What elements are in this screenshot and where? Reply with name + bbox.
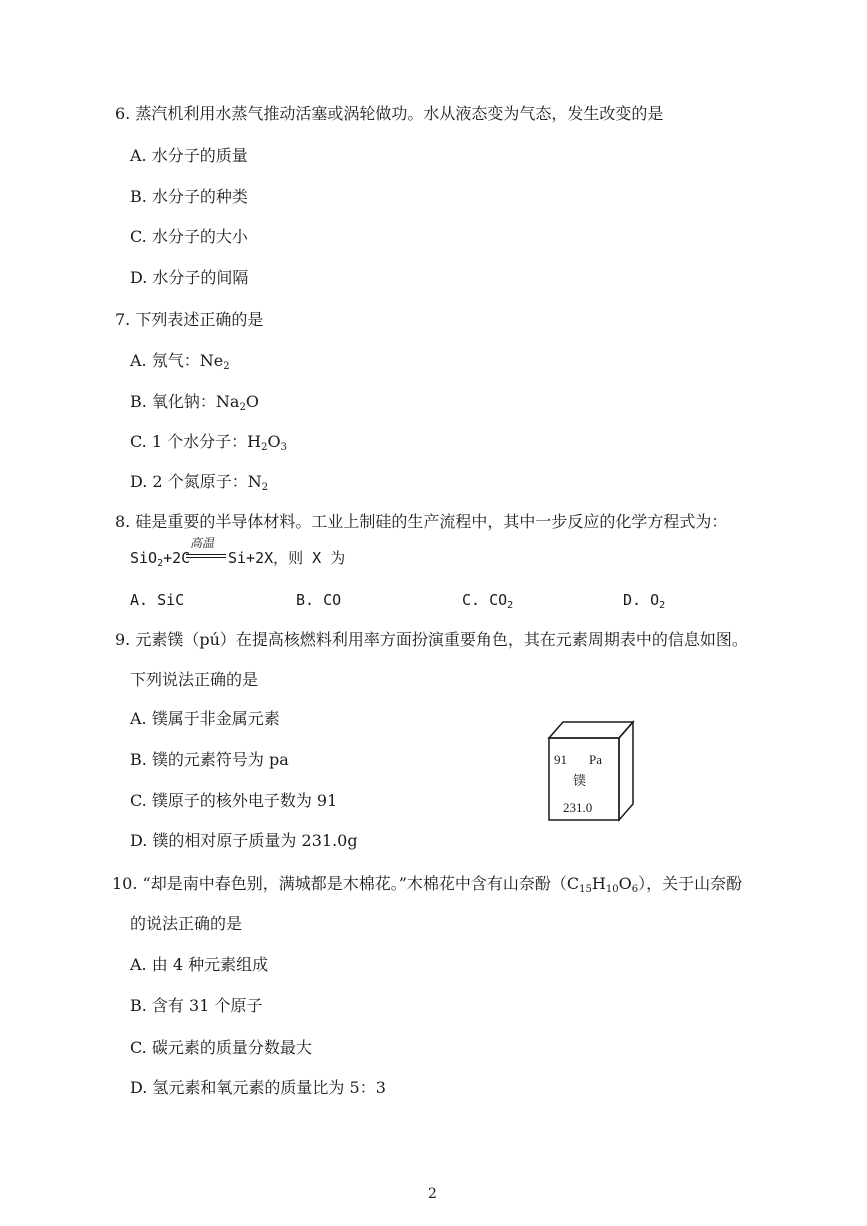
q8-option-a: A. SiC	[130, 591, 185, 609]
q10-option-a: A. 由 4 种元素组成	[130, 955, 269, 974]
q9-option-a: A. 镤属于非金属元素	[130, 709, 280, 728]
q7-option-d: D. 2 个氮原子：$N_2$	[130, 472, 269, 493]
q6-option-b: B. 水分子的种类	[130, 187, 248, 206]
q6-option-d: D. 水分子的间隔	[130, 268, 249, 287]
q8-option-c: C. $CO_2$	[462, 591, 514, 611]
q8-equals-bar-bottom	[186, 557, 226, 558]
q9-option-c: C. 镤原子的核外电子数为 91	[130, 791, 338, 810]
q8-option-b: B. CO	[296, 591, 342, 609]
q9-option-b: B. 镤的元素符号为 pa	[130, 750, 289, 769]
q10-stem: 10. “却是南中春色别，满城都是木棉花。”木棉花中含有山奈酚$(C_{15}H_{10}O_6)$，关于山奈酚	[112, 874, 743, 895]
q10-stem-line2: 的说法正确的是	[130, 914, 243, 933]
q8-option-d: D. $O_2$	[623, 591, 666, 611]
q10-option-c: C. 碳元素的质量分数最大	[130, 1038, 312, 1057]
tile-symbol: Pa	[589, 752, 602, 767]
q7-option-b: B. 氧化钠：$Na_2O$	[130, 392, 259, 413]
q7-option-a: A. 氖气：$Ne_2$	[130, 351, 230, 372]
q7-option-c: C. 1 个水分子：$H_2O_3$	[130, 432, 287, 453]
page-number: 2	[428, 1186, 437, 1202]
q8-stem: 8. 硅是重要的半导体材料。工业上制硅的生产流程中，其中一步反应的化学方程式为：	[115, 512, 728, 531]
tile-atomic-number: 91	[554, 752, 567, 767]
periodic-tile-box-icon	[545, 718, 635, 824]
q10-option-b: B. 含有 31 个原子	[130, 996, 263, 1015]
q8-equals-bar-top	[186, 554, 226, 555]
q6-option-a: A. 水分子的质量	[130, 146, 248, 165]
q9-option-d: D. 镤的相对原子质量为 231.0g	[130, 831, 358, 850]
q8-equation-right: Si+2X，则 X 为	[228, 549, 346, 567]
q7-stem: 7. 下列表述正确的是	[115, 310, 264, 329]
periodic-tile	[545, 718, 635, 828]
tile-name: 镤	[573, 774, 587, 789]
q9-stem: 9. 元素镤（pú）在提高核燃料利用率方面扮演重要角色，其在元素周期表中的信息如图。	[115, 630, 748, 649]
q6-stem: 6. 蒸汽机利用水蒸气推动活塞或涡轮做功。水从液态变为气态，发生改变的是	[115, 104, 664, 123]
q8-equation-left: SiO$_2$+2C	[130, 549, 191, 569]
q8-reaction-condition: 高温	[190, 536, 215, 550]
q9-stem-line2: 下列说法正确的是	[130, 670, 259, 689]
tile-mass: 231.0	[563, 800, 593, 815]
q6-option-c: C. 水分子的大小	[130, 227, 248, 246]
q10-option-d: D. 氢元素和氧元素的质量比为 5：3	[130, 1078, 386, 1097]
